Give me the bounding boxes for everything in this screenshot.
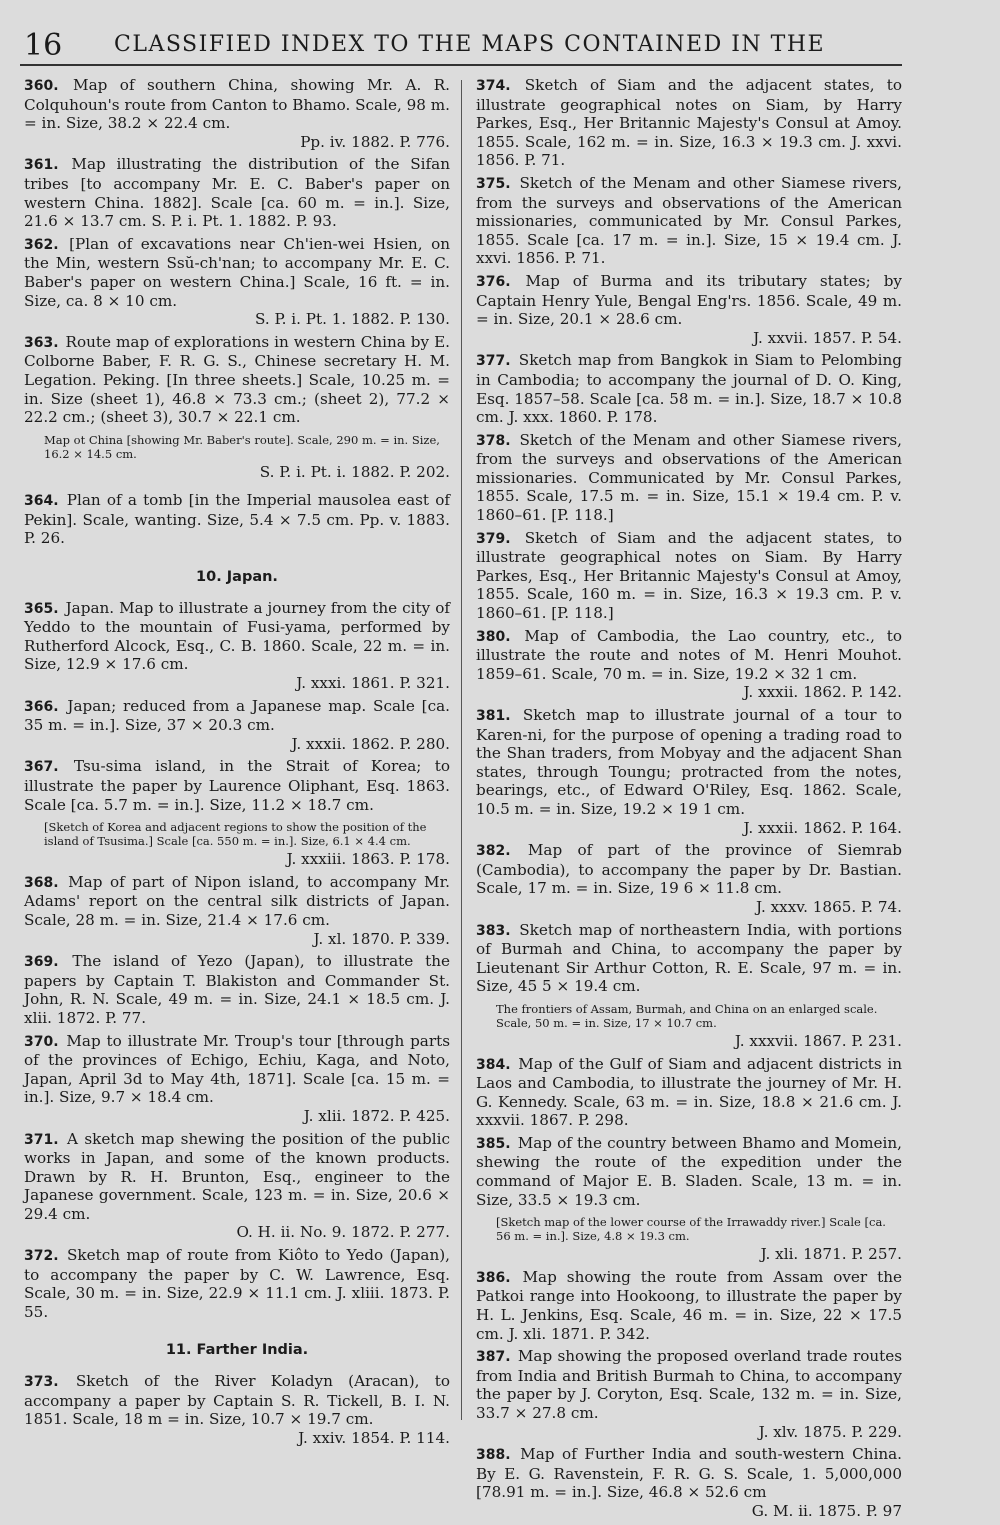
entry-number: 373.: [24, 1374, 59, 1391]
entry-373: [24, 1372, 450, 1447]
entry-number: 364.: [24, 493, 59, 510]
entry-reference: J. xxxii. 1862. P. 280.: [291, 734, 450, 753]
entry-reference: G. M. ii. 1875. P. 97: [751, 1501, 902, 1520]
running-head: CLASSIFIED INDEX TO THE MAPS CONTAINED IN THE: [114, 32, 826, 57]
entry-text: Sketch of the Menam and other Siamese rivers, from the surveys and observations of the American missionaries. Communicated by Mr. Consul Parkes, 1855. Scale, 17.5 m. = in. Size, 15.1 × 19.4 cm. P. v. 1860–61. [P. 118.]: [476, 430, 902, 525]
entry-reference: O. H. ii. No. 9. 1872. P. 277.: [236, 1223, 450, 1242]
entry-376: [476, 272, 902, 347]
entry-text: A sketch map shewing the position of the public works in Japan, and some of the known products. Drawn by R. H. Brunton, Esq., engineer to the Japanese government. Scale, 123 m. = in. Size, 20.6 × 29.4 cm.: [24, 1129, 450, 1223]
entry-reference: J. xxxiii. 1863. P. 178.: [286, 850, 450, 869]
entry-reference: J. xxxi. 1861. P. 321.: [296, 674, 450, 693]
entry-379: [476, 529, 902, 623]
entry-text: Sketch of Siam and the adjacent states, to illustrate geographical notes on Siam. By Harry Parkes, Esq., Her Britannic Majesty's Consul at Amoy, 1855. Scale, 160 m. = in. Size, 16.3 × 19.3 cm. P. v. 1860–61. [P. 118.]: [476, 528, 902, 623]
entry-number: 384.: [476, 1056, 511, 1073]
entry-number: 367.: [24, 759, 59, 776]
entry-362: [24, 235, 450, 329]
entry-361: [24, 155, 450, 230]
entry-number: 382.: [476, 843, 511, 860]
entry-reference: J. xl. 1870. P. 339.: [313, 929, 450, 948]
entry-text: Map of part of Nipon island, to accompany Mr. Adams' report on the central silk districts of Japan. Scale, 28 m. = in. Size, 21.4 × 17.6 cm.: [24, 872, 451, 929]
entry-number: 365.: [24, 600, 59, 617]
right-column: [476, 76, 902, 1525]
left-column: [24, 76, 450, 1451]
entry-text: Sketch of Siam and the adjacent states, to illustrate geographical notes on Siam, by Harry Parkes, Esq., Her Britannic Majesty's Consul at Amoy. 1855. Scale, 162 m. = in. Size, 16.3 × 19.3 cm. J. xxvi. 1856. P. 71.: [476, 76, 902, 170]
entry-380: [476, 627, 902, 702]
entry-number: 381.: [476, 708, 511, 724]
entry-number: 370.: [24, 1033, 59, 1050]
entry-text: Japan; reduced from a Japanese map. Scale [ca. 35 m. = in.]. Size, 37 × 20.3 cm.: [24, 696, 450, 735]
entry-388: [476, 1445, 902, 1520]
entry-note: Map ot China [showing Mr. Baber's route]. Scale, 290 m. = in. Size, 16.2 × 14.5 cm.: [44, 432, 440, 461]
entry-reference: J. xlv. 1875. P. 229.: [758, 1422, 902, 1441]
entry-note: [Sketch of Korea and adjacent regions to show the position of the island of Tsusima.] Scale [ca. 550 m. = in.]. Size, 6.1 × 4.4 cm.: [44, 820, 427, 849]
entry-text: Tsu-sima island, in the Strait of Korea; to illustrate the paper by Laurence Oliphant, Esq. 1863. Scale [ca. 5.7 m. = in.]. Size, 11.2 × 18.7 cm.: [24, 757, 451, 814]
entry-366: [24, 697, 450, 754]
entry-387: [476, 1347, 902, 1441]
entry-reference: J. xxiv. 1854. P. 114.: [298, 1428, 450, 1447]
entry-367: [24, 757, 450, 868]
entry-reference: J. xxxvii. 1867. P. 231.: [734, 1031, 902, 1050]
entry-370: [24, 1032, 450, 1126]
entry-text: Map of Cambodia, the Lao country, etc., to illustrate the route and notes of M. Henri Mouhot. 1859–61. Scale, 70 m. = in. Size, 19.2 × 32 1 cm.: [476, 626, 902, 683]
entry-number: 361.: [24, 157, 59, 174]
entry-381: [476, 706, 902, 837]
entry-reference: J. xxvii. 1857. P. 54.: [753, 328, 902, 347]
entry-text: Route map of explorations in western China by E. Colborne Baber, F. R. G. S., Chinese secretary H. M. Legation. Peking. [In three sheets.] Scale, 10.25 m. = in. Size (sheet 1), 46.8 × 73.3 cm.; (sheet 2), 77.2 × 22.2 cm.; (sheet 3), 30.7 × 22.1 cm.: [24, 332, 451, 427]
entry-number: 376.: [476, 273, 511, 290]
entry-text: Japan. Map to illustrate a journey from the city of Yeddo to the mountain of Fusi-yama, performed by Rutherford Alcock, Esq., C. B. 1860. Scale, 22 m. = in. Size, 12.9 × 17.6 cm.: [24, 598, 450, 674]
entry-number: 383.: [476, 922, 511, 939]
entry-reference: Pp. iv. 1882. P. 776.: [300, 132, 450, 151]
section-heading-farther-india: 11. Farther India.: [165, 1342, 309, 1359]
entry-371: [24, 1130, 450, 1243]
entry-number: 375.: [476, 175, 511, 192]
entry-386: [476, 1268, 902, 1343]
header-rule: [20, 64, 902, 66]
entry-368: [24, 873, 450, 948]
entry-363: [24, 333, 450, 482]
entry-number: 380.: [476, 628, 511, 645]
entry-number: 377.: [476, 353, 511, 370]
entry-number: 371.: [24, 1131, 59, 1148]
entry-note: [Sketch map of the lower course of the Irrawaddy river.] Scale [ca. 56 m. = in.]. Size, 4.8 × 19.3 cm.: [496, 1215, 886, 1244]
entry-reference: J. xxxv. 1865. P. 74.: [756, 897, 902, 916]
page-number: 16: [24, 28, 63, 63]
entry-number: 372.: [24, 1248, 59, 1265]
section-heading-japan: 10. Japan.: [196, 569, 278, 586]
entry-text: Sketch map from Bangkok in Siam to Pelombing in Cambodia; to accompany the journal of D. O. King, Esq. 1857–58. Scale [ca. 58 m. = in.]. Size, 18.7 × 10.8 cm. J. xxx. 1860. P. 178.: [476, 351, 903, 427]
entry-text: Map of Burma and its tributary states; by Captain Henry Yule, Bengal Eng'rs. 1856. Scale, 49 m. = in. Size, 20.1 × 28.6 cm.: [476, 271, 903, 329]
entry-reference: J. xxxii. 1862. P. 142.: [743, 683, 902, 702]
entry-number: 385.: [476, 1135, 511, 1152]
entry-number: 360.: [24, 78, 59, 94]
entry-text: Sketch map of northeastern India, with portions of Burmah and China, to accompany the paper by Lieutenant Sir Arthur Cotton, R. E. Scale, 97 m. = in. Size, 45 5 × 19.4 cm.: [476, 920, 902, 996]
entry-text: The island of Yezo (Japan), to illustrate the papers by Captain T. Blakiston and Commander St. John, R. N. Scale, 49 m. = in. Size, 24.1 × 18.5 cm. J. xlii. 1872. P. 77.: [24, 952, 450, 1027]
entry-number: 379.: [476, 530, 511, 547]
entry-377: [476, 351, 902, 426]
entry-number: 362.: [24, 236, 59, 253]
entry-text: [Plan of excavations near Ch'ien-wei Hsien, on the Min, western Ssŭ-ch'nan; to accompany Mr. E. C. Baber's paper on western China.] Scale, 16 ft. = in. Size, ca. 8 × 10 cm.: [24, 234, 451, 310]
entry-text: Map of southern China, showing Mr. A. R. Colquhoun's route from Canton to Bhamo. Scale, 98 m. = in. Size, 38.2 × 22.4 cm.: [24, 76, 450, 133]
entry-number: 363.: [24, 334, 59, 351]
entry-text: Map of Further India and south-western China. By E. G. Ravenstein, F. R. G. S. Scale, 1. 5,000,000 [78.91 m. = in.]. Size, 46.8 × 52.6 cm: [476, 1445, 902, 1502]
entry-number: 366.: [24, 698, 59, 715]
entry-text: Map of part of the province of Siemrab (Cambodia), to accompany the paper by Dr. Bastian. Scale, 17 m. = in. Size, 19 6 × 11.8 cm.: [476, 841, 902, 898]
entry-382: [476, 841, 902, 916]
entry-text: Map to illustrate Mr. Troup's tour [through parts of the provinces of Echigo, Echiu, Kaga, and Noto, Japan, April 3d to May 4th, 1871]. Scale [ca. 15 m. = in.]. Size, 9.7 × 18.4 cm.: [24, 1031, 450, 1107]
entry-reference: S. P. i. Pt. i. 1882. P. 202.: [259, 462, 450, 481]
entry-text: Map of the country between Bhamo and Momein, shewing the route of the expedition under the command of Major E. B. Sladen. Scale, 13 m. = in. Size, 33.5 × 19.3 cm.: [476, 1133, 902, 1209]
entry-reference: J. xlii. 1872. P. 425.: [303, 1106, 450, 1125]
entry-text: Map showing the proposed overland trade routes from India and British Burmah to China, to accompany the paper by J. Coryton, Esq. Scale, 132 m. = in. Size, 33.7 × 27.8 cm.: [476, 1347, 903, 1422]
entry-number: 387.: [476, 1349, 511, 1366]
entry-text: Plan of a tomb [in the Imperial mausolea east of Pekin]. Scale, wanting. Size, 5.4 × 7.5 cm. Pp. v. 1883. P. 26.: [24, 491, 450, 548]
entry-375: [476, 174, 902, 268]
entry-number: 374.: [476, 78, 511, 94]
entry-text: Sketch of the River Koladyn (Aracan), to accompany a paper by Captain S. R. Tickell, B. I. N. 1851. Scale, 18 m = in. Size, 10.7 × 19.7 cm.: [24, 1372, 450, 1429]
entry-number: 388.: [476, 1447, 511, 1464]
entry-383: [476, 921, 902, 1051]
entry-378: [476, 431, 902, 525]
entry-reference: S. P. i. Pt. 1. 1882. P. 130.: [254, 310, 450, 329]
entry-text: Map of the Gulf of Siam and adjacent districts in Laos and Cambodia, to illustrate the journey of Mr. H. G. Kennedy. Scale, 63 m. = in. Size, 18.8 × 21.6 cm. J. xxxvii. 1867. P. 298.: [476, 1054, 902, 1130]
entry-text: Map illustrating the distribution of the Sifan tribes [to accompany Mr. E. C. Baber's paper on western China. 1882]. Scale [ca. 60 m. = in.]. Size, 21.6 × 13.7 cm. S. P. i. Pt. 1. 1882. P. 93.: [24, 155, 450, 231]
entry-reference: J. xxxii. 1862. P. 164.: [743, 818, 902, 837]
column-divider: [461, 80, 462, 1420]
entry-369: [24, 952, 450, 1027]
entry-number: 368.: [24, 874, 59, 891]
page-header: [24, 28, 960, 68]
entry-note: The frontiers of Assam, Burmah, and China on an enlarged scale. Scale, 50 m. = in. Size, 17 × 10.7 cm.: [496, 1001, 878, 1030]
entry-360: [24, 76, 450, 151]
entry-374: [476, 76, 902, 170]
entry-text: Sketch map to illustrate journal of a tour to Karen-ni, for the purpose of opening a trading road to the Shan traders, from Mobyay and the adjacent Shan states, through Toungu; protracted from the notes, bearings, etc., of Edward O'Riley, Esq. 1862. Scale, 10.5 m. = in. Size, 19.2 × 19 1 cm.: [476, 706, 903, 818]
entry-372: [24, 1246, 450, 1321]
entry-384: [476, 1055, 902, 1130]
entry-text: Map showing the route from Assam over the Patkoi range into Hookoong, to illustrate the paper by H. L. Jenkins, Esq. Scale, 46 m. = in. Size, 22 × 17.5 cm. J. xli. 1871. P. 342.: [476, 1267, 902, 1343]
entry-number: 369.: [24, 954, 59, 971]
entry-text: Sketch of the Menam and other Siamese rivers, from the surveys and observations of the American missionaries, communicated by Mr. Consul Parkes, 1855. Scale [ca. 17 m. = in.]. Size, 15 × 19.4 cm. J. xxvi. 1856. P. 71.: [476, 173, 902, 268]
entry-365: [24, 599, 450, 693]
entry-reference: J. xli. 1871. P. 257.: [760, 1245, 902, 1264]
entry-number: 386.: [476, 1269, 511, 1286]
entry-364: [24, 491, 450, 548]
entry-385: [476, 1134, 902, 1264]
entry-number: 378.: [476, 432, 511, 449]
entry-text: Sketch map of route from Kiôto to Yedo (Japan), to accompany the paper by C. W. Lawrence, Esq. Scale, 30 m. = in. Size, 22.9 × 11.1 cm. J. xliii. 1873. P. 55.: [24, 1246, 451, 1321]
